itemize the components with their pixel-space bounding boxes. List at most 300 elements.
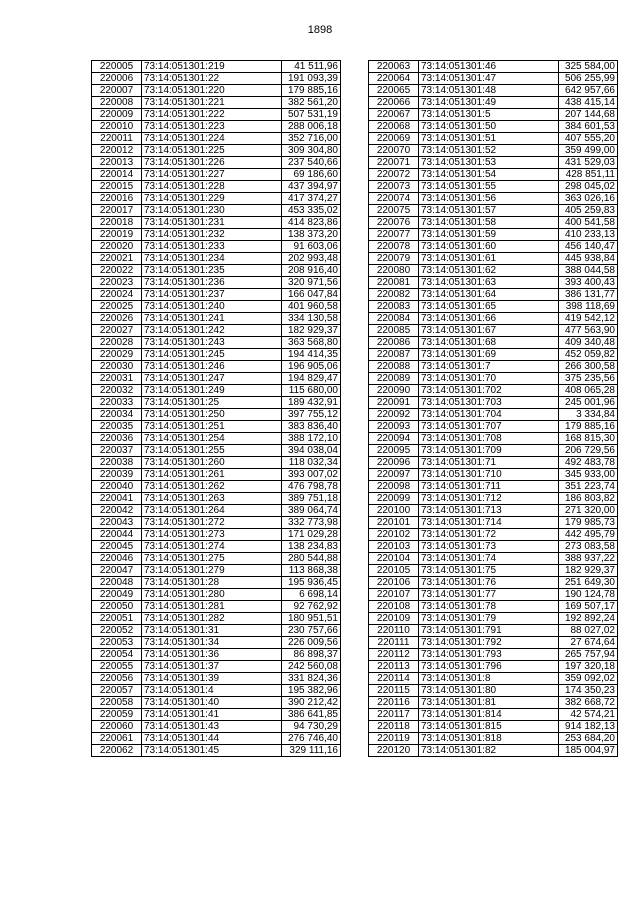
table-row	[92, 253, 341, 265]
cadastral-number-cell: 73:14:051301:814	[419, 709, 559, 721]
row-code-cell: 220027	[92, 325, 142, 337]
cadastral-number-cell: 73:14:051301:223	[142, 121, 282, 133]
cadastral-number-cell: 73:14:051301:70	[419, 373, 559, 385]
table-row	[369, 265, 618, 277]
cadastral-number-cell: 73:14:051301:227	[142, 169, 282, 181]
row-code-cell: 220103	[369, 541, 419, 553]
row-code-cell: 220085	[369, 325, 419, 337]
value-cell: 417 374,27	[282, 193, 341, 205]
cadastral-number-cell: 73:14:051301:232	[142, 229, 282, 241]
cadastral-number-cell: 73:14:051301:791	[419, 625, 559, 637]
row-code-cell: 220094	[369, 433, 419, 445]
row-code-cell: 220029	[92, 349, 142, 361]
cadastral-number-cell: 73:14:051301:231	[142, 217, 282, 229]
cadastral-number-cell: 73:14:051301:224	[142, 133, 282, 145]
cadastral-number-cell: 73:14:051301:56	[419, 193, 559, 205]
row-code-cell: 220092	[369, 409, 419, 421]
cadastral-number-cell: 73:14:051301:55	[419, 181, 559, 193]
cadastral-number-cell: 73:14:051301:51	[419, 133, 559, 145]
table-row	[369, 205, 618, 217]
value-cell: 456 140,47	[559, 241, 618, 253]
value-cell: 42 574,21	[559, 709, 618, 721]
row-code-cell: 220082	[369, 289, 419, 301]
cadastral-number-cell: 73:14:051301:242	[142, 325, 282, 337]
row-code-cell: 220068	[369, 121, 419, 133]
table-row	[92, 553, 341, 565]
cadastral-number-cell: 73:14:051301:274	[142, 541, 282, 553]
cadastral-number-cell: 73:14:051301:60	[419, 241, 559, 253]
cadastral-number-cell: 73:14:051301:4	[142, 685, 282, 697]
table-row	[92, 169, 341, 181]
table-row	[369, 661, 618, 673]
row-code-cell: 220035	[92, 421, 142, 433]
cadastral-number-cell: 73:14:051301:261	[142, 469, 282, 481]
value-cell: 253 684,20	[559, 733, 618, 745]
value-cell: 431 529,03	[559, 157, 618, 169]
table-row	[369, 169, 618, 181]
row-code-cell: 220026	[92, 313, 142, 325]
row-code-cell: 220019	[92, 229, 142, 241]
cadastral-number-cell: 73:14:051301:707	[419, 421, 559, 433]
row-code-cell: 220040	[92, 481, 142, 493]
cadastral-number-cell: 73:14:051301:72	[419, 529, 559, 541]
value-cell: 179 885,16	[282, 85, 341, 97]
cadastral-number-cell: 73:14:051301:69	[419, 349, 559, 361]
value-cell: 445 938,84	[559, 253, 618, 265]
value-cell: 288 006,18	[282, 121, 341, 133]
row-code-cell: 220025	[92, 301, 142, 313]
table-row	[92, 589, 341, 601]
cadastral-number-cell: 73:14:051301:22	[142, 73, 282, 85]
value-cell: 388 044,58	[559, 265, 618, 277]
cadastral-number-cell: 73:14:051301:41	[142, 709, 282, 721]
row-code-cell: 220076	[369, 217, 419, 229]
value-cell: 94 730,29	[282, 721, 341, 733]
left-table-body	[92, 61, 341, 757]
cadastral-number-cell: 73:14:051301:47	[419, 73, 559, 85]
cadastral-number-cell: 73:14:051301:225	[142, 145, 282, 157]
table-row	[92, 421, 341, 433]
cadastral-number-cell: 73:14:051301:702	[419, 385, 559, 397]
row-code-cell: 220037	[92, 445, 142, 457]
cadastral-number-cell: 73:14:051301:49	[419, 97, 559, 109]
cadastral-number-cell: 73:14:051301:25	[142, 397, 282, 409]
cadastral-number-cell: 73:14:051301:52	[419, 145, 559, 157]
value-cell: 182 929,37	[282, 325, 341, 337]
value-cell: 334 130,58	[282, 313, 341, 325]
table-row	[92, 673, 341, 685]
row-code-cell: 220006	[92, 73, 142, 85]
value-cell: 428 851,11	[559, 169, 618, 181]
cadastral-number-cell: 73:14:051301:249	[142, 385, 282, 397]
row-code-cell: 220056	[92, 673, 142, 685]
table-row	[92, 109, 341, 121]
cadastral-number-cell: 73:14:051301:818	[419, 733, 559, 745]
table-row	[369, 637, 618, 649]
row-code-cell: 220083	[369, 301, 419, 313]
value-cell: 309 304,80	[282, 145, 341, 157]
value-cell: 414 823,86	[282, 217, 341, 229]
value-cell: 251 649,30	[559, 577, 618, 589]
value-cell: 393 400,43	[559, 277, 618, 289]
value-cell: 208 916,40	[282, 265, 341, 277]
value-cell: 914 182,13	[559, 721, 618, 733]
row-code-cell: 220104	[369, 553, 419, 565]
table-row	[369, 97, 618, 109]
table-row	[369, 421, 618, 433]
value-cell: 408 065,28	[559, 385, 618, 397]
table-row	[92, 217, 341, 229]
cadastral-number-cell: 73:14:051301:34	[142, 637, 282, 649]
row-code-cell: 220111	[369, 637, 419, 649]
cadastral-number-cell: 73:14:051301:31	[142, 625, 282, 637]
table-row	[369, 181, 618, 193]
cadastral-number-cell: 73:14:051301:264	[142, 505, 282, 517]
value-cell: 197 320,18	[559, 661, 618, 673]
value-cell: 389 751,18	[282, 493, 341, 505]
row-code-cell: 220095	[369, 445, 419, 457]
cadastral-number-cell: 73:14:051301:68	[419, 337, 559, 349]
table-row	[92, 181, 341, 193]
row-code-cell: 220012	[92, 145, 142, 157]
cadastral-number-cell: 73:14:051301:254	[142, 433, 282, 445]
value-cell: 273 083,58	[559, 541, 618, 553]
cadastral-number-cell: 73:14:051301:711	[419, 481, 559, 493]
value-cell: 506 255,99	[559, 73, 618, 85]
row-code-cell: 220062	[92, 745, 142, 757]
value-cell: 195 382,96	[282, 685, 341, 697]
value-cell: 179 985,73	[559, 517, 618, 529]
row-code-cell: 220067	[369, 109, 419, 121]
cadastral-number-cell: 73:14:051301:5	[419, 109, 559, 121]
row-code-cell: 220078	[369, 241, 419, 253]
table-row	[92, 301, 341, 313]
value-cell: 442 495,79	[559, 529, 618, 541]
value-cell: 245 001,96	[559, 397, 618, 409]
table-row	[92, 457, 341, 469]
cadastral-number-cell: 73:14:051301:40	[142, 697, 282, 709]
cadastral-number-cell: 73:14:051301:245	[142, 349, 282, 361]
cadastral-number-cell: 73:14:051301:233	[142, 241, 282, 253]
table-row	[92, 241, 341, 253]
cadastral-number-cell: 73:14:051301:246	[142, 361, 282, 373]
cadastral-number-cell: 73:14:051301:80	[419, 685, 559, 697]
cadastral-number-cell: 73:14:051301:28	[142, 577, 282, 589]
table-row	[92, 493, 341, 505]
value-cell: 345 933,00	[559, 469, 618, 481]
row-code-cell: 220066	[369, 97, 419, 109]
cadastral-number-cell: 73:14:051301:43	[142, 721, 282, 733]
table-row	[92, 613, 341, 625]
cadastral-number-cell: 73:14:051301:704	[419, 409, 559, 421]
value-cell: 393 007,02	[282, 469, 341, 481]
table-row	[92, 277, 341, 289]
table-row	[369, 745, 618, 757]
row-code-cell: 220032	[92, 385, 142, 397]
table-row	[369, 541, 618, 553]
cadastral-number-cell: 73:14:051301:226	[142, 157, 282, 169]
row-code-cell: 220112	[369, 649, 419, 661]
value-cell: 6 698,14	[282, 589, 341, 601]
value-cell: 86 898,37	[282, 649, 341, 661]
row-code-cell: 220084	[369, 313, 419, 325]
table-row	[92, 157, 341, 169]
row-code-cell: 220063	[369, 61, 419, 73]
table-row	[369, 73, 618, 85]
value-cell: 492 483,78	[559, 457, 618, 469]
value-cell: 206 729,56	[559, 445, 618, 457]
row-code-cell: 220005	[92, 61, 142, 73]
value-cell: 138 234,83	[282, 541, 341, 553]
row-code-cell: 220088	[369, 361, 419, 373]
row-code-cell: 220036	[92, 433, 142, 445]
cadastral-number-cell: 73:14:051301:228	[142, 181, 282, 193]
row-code-cell: 220081	[369, 277, 419, 289]
value-cell: 69 186,60	[282, 169, 341, 181]
value-cell: 507 531,19	[282, 109, 341, 121]
row-code-cell: 220022	[92, 265, 142, 277]
table-row	[369, 565, 618, 577]
row-code-cell: 220113	[369, 661, 419, 673]
value-cell: 407 555,20	[559, 133, 618, 145]
table-row	[92, 313, 341, 325]
row-code-cell: 220023	[92, 277, 142, 289]
cadastral-number-cell: 73:14:051301:54	[419, 169, 559, 181]
table-row	[369, 445, 618, 457]
table-row	[369, 277, 618, 289]
value-cell: 171 029,28	[282, 529, 341, 541]
table-row	[92, 121, 341, 133]
row-code-cell: 220065	[369, 85, 419, 97]
value-cell: 230 757,66	[282, 625, 341, 637]
cadastral-number-cell: 73:14:051301:251	[142, 421, 282, 433]
cadastral-number-cell: 73:14:051301:243	[142, 337, 282, 349]
table-row	[369, 61, 618, 73]
row-code-cell: 220090	[369, 385, 419, 397]
row-code-cell: 220048	[92, 577, 142, 589]
row-code-cell: 220055	[92, 661, 142, 673]
row-code-cell: 220072	[369, 169, 419, 181]
value-cell: 390 212,42	[282, 697, 341, 709]
table-row	[369, 409, 618, 421]
cadastral-number-cell: 73:14:051301:710	[419, 469, 559, 481]
table-row	[92, 637, 341, 649]
row-code-cell: 220105	[369, 565, 419, 577]
table-row	[369, 361, 618, 373]
cadastral-number-cell: 73:14:051301:63	[419, 277, 559, 289]
cadastral-number-cell: 73:14:051301:66	[419, 313, 559, 325]
row-code-cell: 220049	[92, 589, 142, 601]
row-code-cell: 220119	[369, 733, 419, 745]
table-row	[92, 85, 341, 97]
cadastral-number-cell: 73:14:051301:73	[419, 541, 559, 553]
value-cell: 397 755,12	[282, 409, 341, 421]
row-code-cell: 220043	[92, 517, 142, 529]
row-code-cell: 220013	[92, 157, 142, 169]
row-code-cell: 220021	[92, 253, 142, 265]
cadastral-number-cell: 73:14:051301:61	[419, 253, 559, 265]
table-row	[92, 625, 341, 637]
row-code-cell: 220052	[92, 625, 142, 637]
cadastral-number-cell: 73:14:051301:263	[142, 493, 282, 505]
row-code-cell: 220101	[369, 517, 419, 529]
value-cell: 27 674,64	[559, 637, 618, 649]
row-code-cell: 220096	[369, 457, 419, 469]
row-code-cell: 220018	[92, 217, 142, 229]
value-cell: 242 560,08	[282, 661, 341, 673]
table-row	[369, 493, 618, 505]
table-row	[92, 649, 341, 661]
table-row	[92, 577, 341, 589]
value-cell: 118 032,34	[282, 457, 341, 469]
row-code-cell: 220007	[92, 85, 142, 97]
value-cell: 398 118,69	[559, 301, 618, 313]
page-number: 1898	[307, 24, 333, 36]
value-cell: 394 038,04	[282, 445, 341, 457]
table-row	[92, 205, 341, 217]
value-cell: 352 716,00	[282, 133, 341, 145]
value-cell: 477 563,90	[559, 325, 618, 337]
row-code-cell: 220116	[369, 697, 419, 709]
cadastral-number-cell: 73:14:051301:64	[419, 289, 559, 301]
cadastral-number-cell: 73:14:051301:74	[419, 553, 559, 565]
row-code-cell: 220039	[92, 469, 142, 481]
value-cell: 363 026,16	[559, 193, 618, 205]
cadastral-number-cell: 73:14:051301:712	[419, 493, 559, 505]
value-cell: 3 334,84	[559, 409, 618, 421]
cadastral-number-cell: 73:14:051301:44	[142, 733, 282, 745]
cadastral-number-cell: 73:14:051301:37	[142, 661, 282, 673]
cadastral-number-cell: 73:14:051301:713	[419, 505, 559, 517]
cadastral-number-cell: 73:14:051301:65	[419, 301, 559, 313]
value-cell: 386 131,77	[559, 289, 618, 301]
row-code-cell: 220017	[92, 205, 142, 217]
cadastral-number-cell: 73:14:051301:221	[142, 97, 282, 109]
table-row	[92, 385, 341, 397]
table-row	[369, 433, 618, 445]
cadastral-number-cell: 73:14:051301:220	[142, 85, 282, 97]
row-code-cell: 220014	[92, 169, 142, 181]
table-row	[369, 337, 618, 349]
cadastral-number-cell: 73:14:051301:280	[142, 589, 282, 601]
value-cell: 186 803,82	[559, 493, 618, 505]
value-cell: 331 824,36	[282, 673, 341, 685]
table-row	[92, 325, 341, 337]
row-code-cell: 220016	[92, 193, 142, 205]
row-code-cell: 220089	[369, 373, 419, 385]
table-row	[92, 601, 341, 613]
table-row	[92, 661, 341, 673]
value-cell: 400 541,58	[559, 217, 618, 229]
row-code-cell: 220108	[369, 601, 419, 613]
table-row	[92, 145, 341, 157]
table-row	[369, 517, 618, 529]
table-row	[369, 601, 618, 613]
table-row	[369, 529, 618, 541]
row-code-cell: 220070	[369, 145, 419, 157]
row-code-cell: 220060	[92, 721, 142, 733]
row-code-cell: 220080	[369, 265, 419, 277]
table-row	[369, 469, 618, 481]
cadastral-number-cell: 73:14:051301:219	[142, 61, 282, 73]
value-cell: 276 746,40	[282, 733, 341, 745]
value-cell: 386 641,85	[282, 709, 341, 721]
row-code-cell: 220044	[92, 529, 142, 541]
cadastral-number-cell: 73:14:051301:241	[142, 313, 282, 325]
table-row	[92, 409, 341, 421]
row-code-cell: 220120	[369, 745, 419, 757]
value-cell: 382 668,72	[559, 697, 618, 709]
row-code-cell: 220011	[92, 133, 142, 145]
right-table-body	[369, 61, 618, 757]
value-cell: 91 603,06	[282, 241, 341, 253]
value-cell: 194 829,47	[282, 373, 341, 385]
table-row	[92, 697, 341, 709]
row-code-cell: 220064	[369, 73, 419, 85]
table-row	[369, 133, 618, 145]
row-code-cell: 220042	[92, 505, 142, 517]
value-cell: 226 009,56	[282, 637, 341, 649]
row-code-cell: 220099	[369, 493, 419, 505]
cadastral-number-cell: 73:14:051301:262	[142, 481, 282, 493]
table-row	[369, 325, 618, 337]
table-row	[369, 697, 618, 709]
table-row	[369, 217, 618, 229]
value-cell: 196 905,06	[282, 361, 341, 373]
row-code-cell: 220086	[369, 337, 419, 349]
row-code-cell: 220020	[92, 241, 142, 253]
table-row	[369, 349, 618, 361]
value-cell: 359 499,00	[559, 145, 618, 157]
cadastral-number-cell: 73:14:051301:235	[142, 265, 282, 277]
cadastral-number-cell: 73:14:051301:59	[419, 229, 559, 241]
cadastral-number-cell: 73:14:051301:282	[142, 613, 282, 625]
cadastral-number-cell: 73:14:051301:230	[142, 205, 282, 217]
table-row	[92, 433, 341, 445]
value-cell: 438 415,14	[559, 97, 618, 109]
cadastral-number-cell: 73:14:051301:260	[142, 457, 282, 469]
cadastral-number-cell: 73:14:051301:273	[142, 529, 282, 541]
value-cell: 237 540,66	[282, 157, 341, 169]
table-row	[92, 445, 341, 457]
value-cell: 401 960,58	[282, 301, 341, 313]
value-cell: 388 937,22	[559, 553, 618, 565]
value-cell: 363 568,80	[282, 337, 341, 349]
cadastral-number-cell: 73:14:051301:222	[142, 109, 282, 121]
table-row	[369, 709, 618, 721]
cadastral-number-cell: 73:14:051301:709	[419, 445, 559, 457]
row-code-cell: 220028	[92, 337, 142, 349]
table-row	[369, 157, 618, 169]
value-cell: 168 815,30	[559, 433, 618, 445]
table-row	[92, 289, 341, 301]
left-data-table	[91, 60, 341, 757]
row-code-cell: 220118	[369, 721, 419, 733]
table-row	[92, 541, 341, 553]
row-code-cell: 220117	[369, 709, 419, 721]
table-row	[92, 97, 341, 109]
row-code-cell: 220059	[92, 709, 142, 721]
value-cell: 41 511,96	[282, 61, 341, 73]
row-code-cell: 220097	[369, 469, 419, 481]
cadastral-number-cell: 73:14:051301:792	[419, 637, 559, 649]
value-cell: 113 868,38	[282, 565, 341, 577]
value-cell: 194 414,35	[282, 349, 341, 361]
row-code-cell: 220073	[369, 181, 419, 193]
row-code-cell: 220102	[369, 529, 419, 541]
value-cell: 195 936,45	[282, 577, 341, 589]
table-row	[369, 241, 618, 253]
